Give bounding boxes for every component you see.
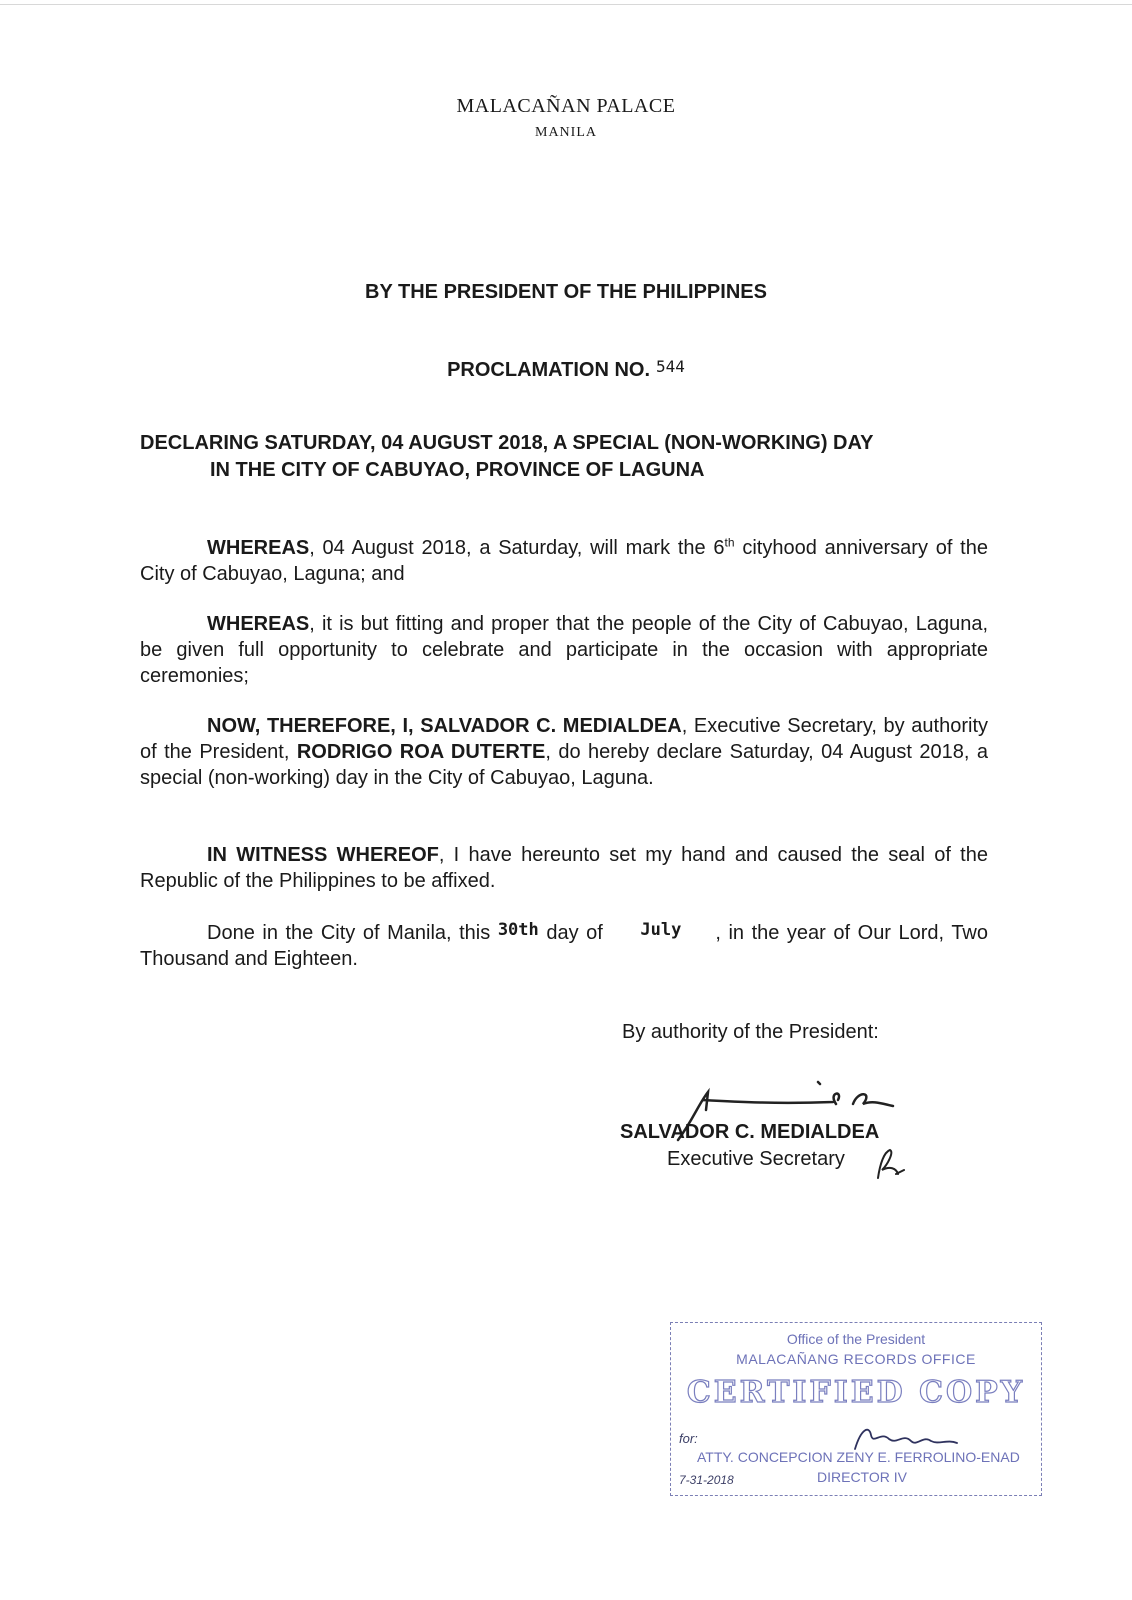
- paragraph-text: , in the year of Our Lord, Two Thousand and Eighteen.: [140, 922, 988, 970]
- paragraph-text: , do hereby declare Saturday, 04 August 2018, a special (non-working) day in the City of Cabuyao, Laguna.: [140, 741, 988, 789]
- by-president-heading: BY THE PRESIDENT OF THE PHILIPPINES: [365, 281, 767, 303]
- paragraph-lead: WHEREAS: [207, 537, 310, 559]
- paragraph-lead: NOW, THEREFORE, I, SALVADOR C. MEDIALDEA: [207, 715, 682, 737]
- witness-paragraph: [140, 842, 988, 894]
- title-line-2: IN THE CITY OF CABUYAO, PROVINCE OF LAGUNA: [210, 459, 705, 481]
- ordinal-suffix: th: [724, 535, 735, 550]
- paragraph-text: cityhood anniversary of the City of Cabuyao, Laguna; and: [140, 537, 988, 585]
- proclamation-label: PROCLAMATION NO.: [447, 359, 651, 381]
- palace-city: MANILA: [535, 125, 597, 140]
- initials-mark: [870, 1144, 910, 1184]
- proclamation-heading: [0, 357, 1132, 382]
- proclamation-number: 544: [656, 357, 685, 376]
- signer-name: SALVADOR C. MEDIALDEA: [620, 1121, 880, 1143]
- paragraph-text: day of: [538, 922, 611, 944]
- document-title: [140, 430, 1000, 484]
- typed-month: July: [640, 920, 682, 940]
- title-line-1: DECLARING SATURDAY, 04 AUGUST 2018, A SPECIAL (NON-WORKING) DAY: [140, 432, 874, 454]
- stamp-certified-copy: CERTIFIED COPY: [686, 1375, 1026, 1410]
- paragraph-text: , 04 August 2018, a Saturday, will mark the 6: [309, 537, 725, 559]
- stamp-date: 7-31-2018: [679, 1473, 734, 1487]
- typed-day: 30th: [497, 920, 539, 940]
- paragraph-text: , I have hereunto set my hand and caused the seal of the Republic of the Philippines to be affixed.: [140, 844, 988, 892]
- declaration-paragraph: [140, 713, 988, 791]
- authority-line: By authority of the President:: [622, 1021, 879, 1043]
- paragraph-text: Done in the City of Manila, this: [207, 922, 498, 944]
- paragraph-text: , it is but fitting and proper that the people of the City of Cabuyao, Laguna, be given full opportunity to celebrate and participate in the occasion with appropriate ceremonies;: [140, 613, 988, 687]
- stamp-records-office: MALACAÑANG RECORDS OFFICE: [736, 1351, 976, 1367]
- certified-copy-stamp: [670, 1322, 1042, 1496]
- paragraph-lead: WHEREAS: [207, 613, 310, 635]
- palace-name: MALACAÑAN PALACE: [456, 95, 676, 117]
- stamp-for-label: for:: [679, 1431, 698, 1446]
- whereas-paragraph-1: [140, 535, 988, 587]
- stamp-officer-name: ATTY. CONCEPCION ZENY E. FERROLINO-ENAD: [697, 1449, 1020, 1465]
- president-name: RODRIGO ROA DUTERTE: [296, 741, 546, 763]
- stamp-office: Office of the President: [786, 1331, 926, 1347]
- stamp-officer-position: DIRECTOR IV: [817, 1469, 907, 1485]
- paragraph-text: , Executive Secretary, by authority of the President,: [140, 715, 988, 763]
- done-paragraph: [140, 917, 988, 972]
- signer-title: Executive Secretary: [667, 1148, 845, 1170]
- whereas-paragraph-2: [140, 611, 988, 689]
- scan-edge-line: [0, 4, 1132, 5]
- paragraph-lead: IN WITNESS WHEREOF: [207, 844, 439, 866]
